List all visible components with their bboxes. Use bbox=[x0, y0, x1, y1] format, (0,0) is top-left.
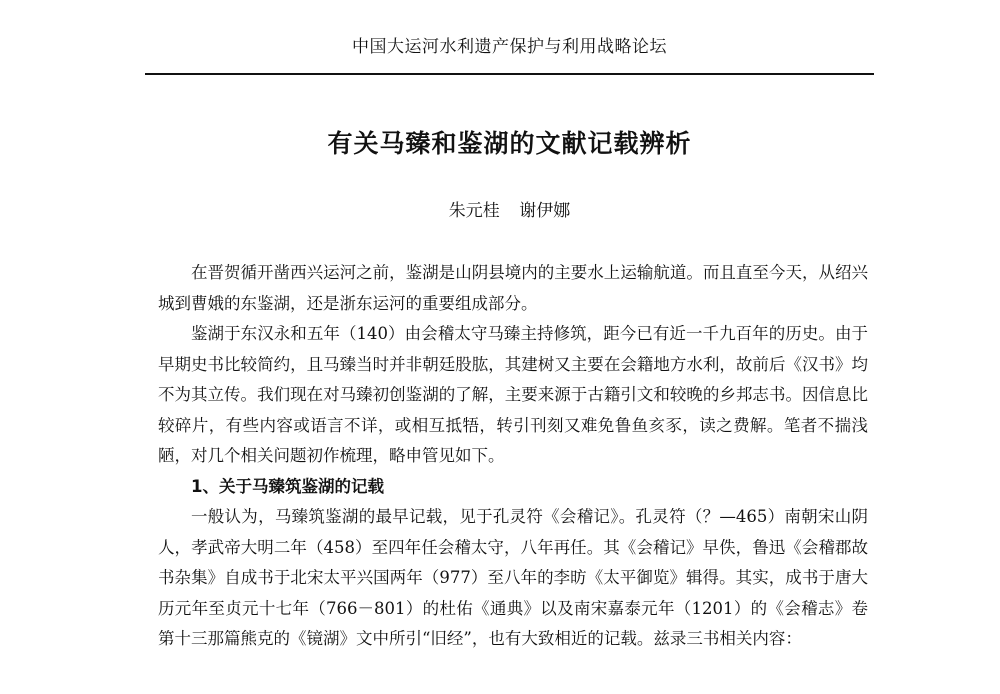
article-title: 有关马臻和鉴湖的文献记载辨析 bbox=[327, 129, 692, 158]
running-header: 中国大运河水利遗产保护与利用战略论坛 bbox=[352, 37, 667, 57]
article-authors: 朱元桂 谢伊娜 bbox=[448, 201, 571, 221]
body-paragraph-1: 在晋贺循开凿西兴运河之前，鉴湖是山阴县境内的主要水上运输航道。而且直至今天，从绍兴城到曹娥的东鉴湖，还是浙东运河的重要组成部分。 bbox=[158, 263, 868, 313]
article-body bbox=[158, 258, 868, 655]
header-rule bbox=[145, 73, 874, 75]
section-paragraph: 一般认为，马臻筑鉴湖的最早记载，见于孔灵符《会稽记》。孔灵符（？—465）南朝宋山阴人，孝武帝大明二年（458）至四年任会稽太守，八年再任。其《会稽记》早佚，鲁迅《会稽郡故书杂集》自成书于北宋太平兴国两年（977）至八年的李昉《太平御览》辑得。其实，成书于唐大历元年至贞元十七年（766－801）的杜佑《通典》以及南宋嘉泰元年（1201）的《会稽志》卷第十三那篇熊克的《镜湖》文中所引“旧经”，也有大致相近的记载。兹录三书相关内容： bbox=[158, 507, 868, 648]
body-paragraph-2: 鉴湖于东汉永和五年（140）由会稽太守马臻主持修筑，距今已有近一千九百年的历史。由于早期史书比较简约，且马臻当时并非朝廷股肱，其建树又主要在会籍地方水利，故前后《汉书》均不为其立传。我们现在对马臻初创鉴湖的了解，主要来源于古籍引文和较晚的乡邦志书。因信息比较碎片，有些内容或语言不详，或相互抵牾，转引刊刻又难免鲁鱼亥豕，读之费解。笔者不揣浅陋，对几个相关问题初作梳理，略申管见如下。 bbox=[158, 324, 868, 465]
section-heading: 1、关于马臻筑鉴湖的记载 bbox=[191, 476, 384, 496]
